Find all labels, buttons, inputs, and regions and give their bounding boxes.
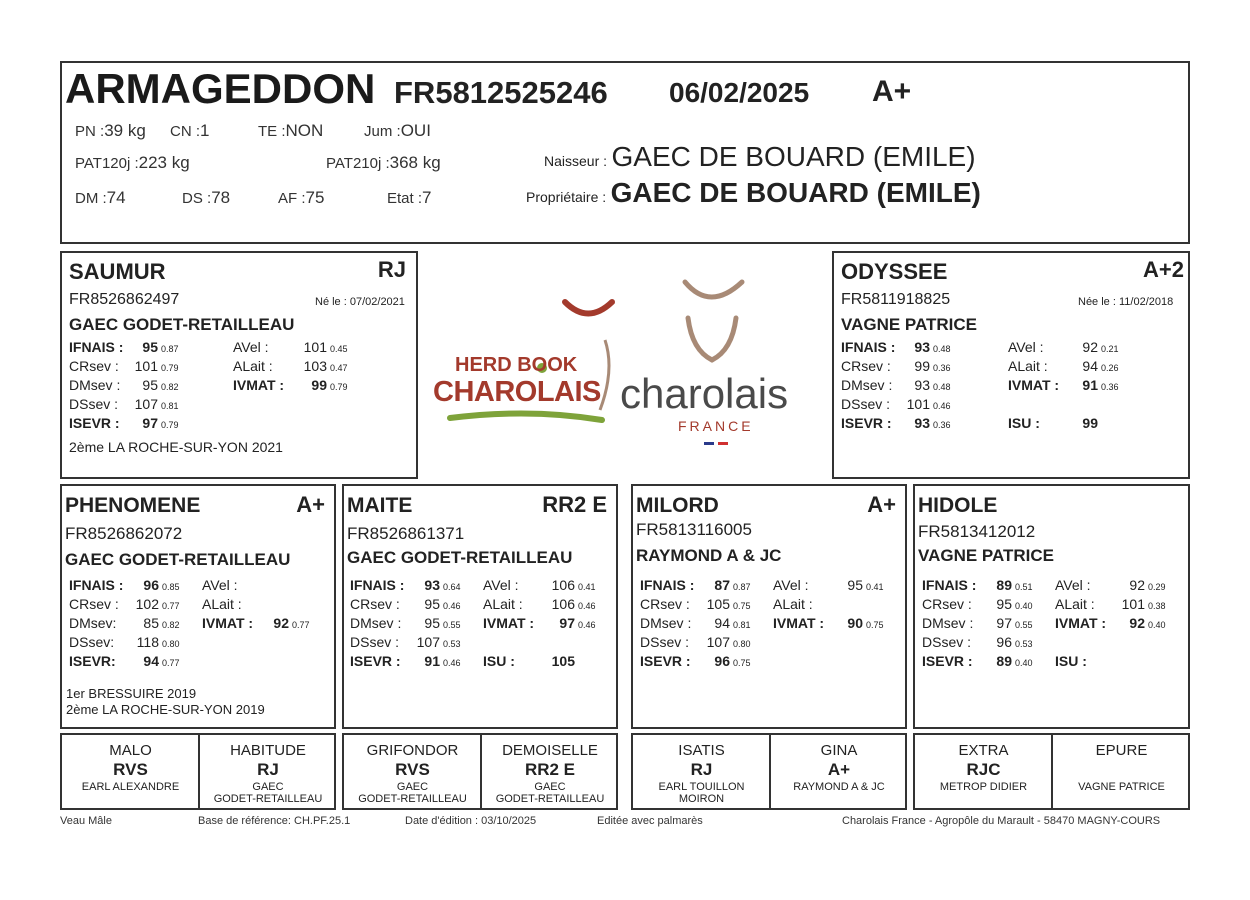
crsev-label: CRsev : [922,596,972,612]
avel-value: 92 [1082,339,1098,355]
ivmat-label: IVMAT : [1008,377,1060,393]
dssev-coef: 0.46 [933,401,951,411]
dssev-coef: 0.80 [733,639,751,649]
sire-prize: 2ème LA ROCHE-SUR-YON 2021 [69,439,283,455]
isevr-value: 89 [996,653,1012,669]
dssev-label: DSsev : [922,634,972,650]
ivmat-coef: 0.36 [1101,382,1119,392]
ancestor-name: DEMOISELLE [502,742,598,759]
dssev-value: 96 [996,634,1012,650]
isu-value: 99 [1082,415,1098,431]
ifnais-label: IFNAIS : [922,577,977,593]
isu-label: ISU : [1008,415,1040,431]
ancestor-epure [1053,735,1190,808]
isevr-coef: 0.79 [161,420,179,430]
animal-id: FR5812525246 [394,75,608,110]
dssev-coef: 0.80 [162,639,180,649]
horn-red-icon [565,302,612,314]
ivmat-label: IVMAT : [202,615,254,631]
ifnais-value: 93 [424,577,440,593]
gp1-prize-2: 2ème LA ROCHE-SUR-YON 2019 [66,702,265,717]
isevr-label: ISEVR : [350,653,401,669]
gp3-reg: FR5813116005 [636,520,752,539]
ancestor-name: ISATIS [678,742,725,759]
isu-value: 105 [551,653,575,669]
dam-card [832,251,1190,479]
gp3-grade: A+ [867,492,896,517]
crsev-coef: 0.40 [1015,601,1033,611]
avel-coef: 0.21 [1101,344,1119,354]
dmsev-label: DMsev : [69,377,121,393]
dmsev-coef: 0.55 [1015,620,1033,630]
gp4-farm: VAGNE PATRICE [918,546,1055,565]
crsev-value: 105 [706,596,730,612]
cn-label: CN : [170,123,200,140]
gp4-name: HIDOLE [918,494,998,517]
dssev-coef: 0.53 [1015,639,1033,649]
ds-field [182,188,230,208]
isevr-coef: 0.40 [1015,658,1033,668]
alait-label: ALait : [233,358,273,374]
isevr-value: 93 [914,415,930,431]
ivmat-label: IVMAT : [773,615,825,631]
gp1-farm: GAEC GODET-RETAILLEAU [65,550,291,569]
ds-label: DS : [182,190,212,207]
jum-label: Jum : [364,123,401,140]
dam-born-date: 11/02/2018 [1118,296,1174,308]
ancestor-name: GINA [820,742,858,759]
cow-head-icon [688,318,736,360]
dssev-label: DSsev : [350,634,400,650]
ifnais-coef: 0.85 [162,582,180,592]
owner-field [526,177,981,209]
logo-area [420,270,830,460]
breeder-value: GAEC DE BOUARD (EMILE) [611,141,976,172]
avel-value: 101 [303,339,327,355]
isevr-label: ISEVR : [640,653,691,669]
sire-reg: FR8526862497 [69,291,180,308]
dmsev-value: 93 [914,377,930,393]
crsev-label: CRsev : [69,596,119,612]
green-swoosh-icon [450,413,602,420]
ancestor-owner-line2: GODET-RETAILLEAU [495,793,605,805]
avel-label: AVel : [1055,577,1091,593]
gp2-reg: FR8526861371 [347,524,465,543]
owner-label: Propriétaire : [526,189,607,205]
isu-label: ISU : [483,653,515,669]
ancestor-name: HABITUDE [230,742,306,759]
sire-name: SAUMUR [69,259,166,284]
alait-label: ALait : [202,596,242,612]
ancestor-owner-line2: GODET-RETAILLEAU [213,793,323,805]
crsev-value: 101 [134,358,158,374]
dmsev-coef: 0.82 [161,382,179,392]
ds-value: 78 [211,188,231,207]
ancestor-pair-2 [342,733,618,810]
alait-coef: 0.47 [330,363,348,373]
ancestor-pair-3 [631,733,907,810]
avel-value: 106 [551,577,575,593]
alait-label: ALait : [1008,358,1048,374]
gp3-name: MILORD [636,494,719,517]
grandparent-card-1 [60,484,336,729]
ifnais-coef: 0.87 [161,344,179,354]
dmsev-value: 94 [714,615,730,631]
ifnais-value: 89 [996,577,1012,593]
ancestor-pair-1 [60,733,336,810]
dam-born-label: Née le : [1078,296,1116,308]
ancestor-name: MALO [109,742,152,759]
te-value: NON [285,121,324,140]
dssev-coef: 0.53 [443,639,461,649]
gp1-prize-1: 1er BRESSUIRE 2019 [66,686,197,701]
animal-grade: A+ [872,75,912,108]
herd-book-text: HERD BOOK [455,354,578,376]
ancestor-malo [62,735,199,808]
pat120-field [75,153,190,173]
dmsev-label: DMsev : [841,377,893,393]
dssev-value: 107 [134,396,158,412]
pn-field [75,121,146,141]
jum-field [364,121,431,141]
ivmat-label: IVMAT : [483,615,535,631]
ancestor-owner: GAEC [252,781,284,793]
gp1-index-table [69,577,310,672]
isevr-value: 94 [143,653,159,669]
avel-coef: 0.45 [330,344,348,354]
isevr-label: ISEVR : [69,415,120,431]
pat120-label: PAT120j : [75,155,139,172]
horn-taupe-icon [685,282,742,297]
ifnais-value: 87 [714,577,730,593]
charolais-red-text: CHAROLAIS [433,376,601,408]
ancestor-name: EXTRA [958,742,1009,759]
crsev-coef: 0.75 [733,601,751,611]
ancestor-owner: GAEC [534,781,566,793]
crsev-label: CRsev : [841,358,891,374]
crsev-value: 99 [914,358,930,374]
gp1-grade: A+ [296,492,325,517]
alait-label: ALait : [483,596,523,612]
isevr-label: ISEVR: [69,653,116,669]
ancestor-grade: A+ [827,760,851,779]
breeder-field [544,141,976,173]
crsev-label: CRsev : [69,358,119,374]
alait-value: 103 [303,358,327,374]
crsev-value: 102 [135,596,159,612]
af-label: AF : [278,190,306,207]
cn-field [170,121,209,141]
crsev-label: CRsev : [640,596,690,612]
gp2-index-table [350,577,596,672]
ancestor-grade: RJ [690,760,713,779]
dam-grade: A+2 [1143,257,1184,282]
ifnais-label: IFNAIS : [69,577,124,593]
footer-address: Charolais France - Agropôle du Marault - 58470 MAGNY-COURS [842,815,1161,827]
dmsev-coef: 0.82 [162,620,180,630]
breeder-label: Naisseur : [544,153,608,169]
ivmat-coef: 0.77 [292,620,310,630]
dssev-label: DSsev: [69,634,115,650]
alait-coef: 0.38 [1148,601,1166,611]
etat-label: Etat : [387,190,423,207]
ancestor-grade: RJ [257,760,279,779]
isevr-coef: 0.46 [443,658,461,668]
ivmat-coef: 0.40 [1148,620,1166,630]
ivmat-value: 99 [311,377,327,393]
isevr-coef: 0.77 [162,658,180,668]
crsev-coef: 0.36 [933,363,951,373]
dam-born [1078,296,1173,308]
france-text: FRANCE [678,418,754,434]
owner-value: GAEC DE BOUARD (EMILE) [610,177,981,208]
footer-base: Base de référence: CH.PF.25.1 [198,815,351,827]
ifnais-coef: 0.87 [733,582,751,592]
crsev-coef: 0.46 [443,601,461,611]
crsev-coef: 0.79 [161,363,179,373]
ivmat-value: 90 [847,615,863,631]
dssev-value: 107 [706,634,730,650]
ivmat-value: 92 [273,615,289,631]
ancestor-grade: RR2 E [524,760,576,779]
dmsev-coef: 0.55 [443,620,461,630]
ancestor-grade: RVS [113,760,148,779]
dssev-coef: 0.81 [161,401,179,411]
ancestor-isatis [633,735,770,808]
dmsev-value: 95 [424,615,440,631]
grandparent-card-4 [913,484,1190,729]
af-field [278,188,324,208]
jum-value: OUI [400,121,431,140]
footer-palmares: Editée avec palmarès [597,815,703,827]
ivmat-label: IVMAT : [233,377,285,393]
crsev-value: 95 [996,596,1012,612]
ivmat-value: 92 [1129,615,1145,631]
ifnais-coef: 0.48 [933,344,951,354]
avel-value: 92 [1129,577,1145,593]
gp1-reg: FR8526862072 [65,524,183,543]
gp3-farm: RAYMOND A & JC [636,546,782,565]
isevr-value: 97 [142,415,158,431]
ivmat-coef: 0.75 [866,620,884,630]
isevr-coef: 0.75 [733,658,751,668]
ancestor-owner-line2: GODET-RETAILLEAU [358,793,467,805]
ancestor-grade [1053,760,1190,780]
sire-card [60,251,418,479]
ivmat-coef: 0.79 [330,382,348,392]
dm-value: 74 [106,188,126,207]
avel-coef: 0.41 [578,582,596,592]
dssev-label: DSsev : [69,396,119,412]
ancestor-owner: EARL ALEXANDRE [81,781,180,793]
footer-type: Veau Mâle [60,815,112,827]
avel-label: AVel : [202,577,238,593]
alait-coef: 0.26 [1101,363,1119,373]
ifnais-value: 96 [143,577,159,593]
flag-red-icon [718,442,728,445]
ancestor-owner: METROP DIDIER [939,781,1028,793]
dmsev-value: 85 [143,615,159,631]
af-value: 75 [305,188,325,207]
pat210-value: 368 kg [389,153,441,172]
pat210-label: PAT210j : [326,155,390,172]
dam-reg: FR5811918825 [841,291,951,308]
crsev-value: 95 [424,596,440,612]
isevr-label: ISEVR : [841,415,892,431]
dmsev-label: DMsev : [350,615,402,631]
grandparent-card-2 [342,484,618,729]
ifnais-label: IFNAIS : [69,339,124,355]
isevr-value: 96 [714,653,730,669]
sire-born [315,296,405,308]
avel-coef: 0.41 [866,582,884,592]
ancestor-owner: GAEC [396,781,429,793]
dmsev-coef: 0.48 [933,382,951,392]
te-label: TE : [258,123,286,140]
avel-label: AVel : [233,339,269,355]
crsev-label: CRsev : [350,596,400,612]
ancestor-owner: RAYMOND A & JC [793,781,885,793]
dm-label: DM : [75,190,107,207]
gp2-farm: GAEC GODET-RETAILLEAU [347,548,573,567]
ancestor-grifondor [344,735,481,808]
crsev-coef: 0.77 [162,601,180,611]
isu-label: ISU : [1055,653,1087,669]
ancestor-name: EPURE [1095,742,1148,759]
ancestor-name: GRIFONDOR [366,742,459,759]
alait-value: 101 [1121,596,1145,612]
alait-label: ALait : [1055,596,1095,612]
ancestor-owner-line2: MOIRON [678,793,725,805]
alait-value: 106 [551,596,575,612]
gp2-grade: RR2 E [542,492,607,517]
animal-name: ARMAGEDDON [65,65,376,112]
dam-farm: VAGNE PATRICE [841,315,978,334]
gp1-name: PHENOMENE [65,494,201,517]
dam-index-table [841,339,1119,434]
etat-field [387,188,432,208]
ivmat-value: 97 [559,615,575,631]
ifnais-label: IFNAIS : [350,577,405,593]
sire-grade: RJ [377,257,406,282]
isevr-label: ISEVR : [922,653,973,669]
ifnais-label: IFNAIS : [841,339,896,355]
charolais-word: charolais [620,370,789,417]
ifnais-coef: 0.64 [443,582,461,592]
ancestor-grade: RJC [966,760,1001,779]
ifnais-coef: 0.51 [1015,582,1033,592]
isevr-value: 91 [424,653,440,669]
avel-label: AVel : [1008,339,1044,355]
dmsev-label: DMsev: [69,615,117,631]
pat120-value: 223 kg [138,153,190,172]
footer-edition-date: Date d'édition : 03/10/2025 [405,815,537,827]
sire-farm: GAEC GODET-RETAILLEAU [69,315,295,334]
animal-birth-date: 06/02/2025 [669,77,810,108]
ancestor-habitude [200,735,336,808]
ancestor-pair-4 [913,733,1190,810]
ancestor-gina [771,735,907,808]
grandparent-card-3 [631,484,907,729]
dam-name: ODYSSEE [841,259,948,284]
pat210-field [326,153,441,173]
dssev-label: DSsev : [841,396,891,412]
ancestor-owner: VAGNE PATRICE [1078,781,1165,793]
dssev-value: 101 [906,396,930,412]
dssev-value: 107 [416,634,440,650]
cow-contour-icon [600,340,609,410]
dmsev-label: DMsev : [922,615,974,631]
gp4-reg: FR5813412012 [918,522,1036,541]
dmsev-value: 97 [996,615,1012,631]
gp3-index-table [640,577,884,672]
avel-coef: 0.29 [1148,582,1166,592]
alait-value: 94 [1082,358,1098,374]
dmsev-coef: 0.81 [733,620,751,630]
pn-value: 39 kg [104,121,146,140]
ancestor-grade: RVS [395,760,430,779]
avel-value: 95 [847,577,863,593]
dmsev-value: 95 [142,377,158,393]
avel-label: AVel : [773,577,809,593]
alait-label: ALait : [773,596,813,612]
ifnais-value: 95 [142,339,158,355]
cn-value: 1 [200,121,210,140]
dssev-value: 118 [136,634,159,650]
dm-field [75,188,126,208]
ancestor-owner: EARL TOUILLON [658,781,745,793]
ancestor-extra [915,735,1052,808]
ifnais-label: IFNAIS : [640,577,695,593]
ivmat-coef: 0.46 [578,620,596,630]
isevr-coef: 0.36 [933,420,951,430]
ivmat-label: IVMAT : [1055,615,1107,631]
dssev-label: DSsev : [640,634,690,650]
sire-born-label: Né le : [315,296,347,308]
alait-coef: 0.46 [578,601,596,611]
dmsev-label: DMsev : [640,615,692,631]
animal-header [60,61,1190,244]
sire-index-table [69,339,348,434]
ifnais-value: 93 [914,339,930,355]
pn-label: PN : [75,123,105,140]
flag-blue-icon [704,442,714,445]
avel-label: AVel : [483,577,519,593]
gp4-index-table [922,577,1166,672]
te-field [258,121,323,141]
sire-born-date: 07/02/2021 [349,296,405,308]
ivmat-value: 91 [1082,377,1098,393]
ancestor-demoiselle [482,735,618,808]
etat-value: 7 [422,188,432,207]
gp2-name: MAITE [347,494,413,517]
